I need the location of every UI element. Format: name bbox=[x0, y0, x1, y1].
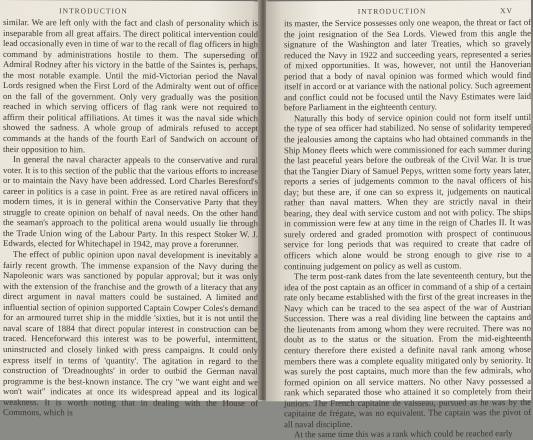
paragraph: The term post-rank dates from the late seventeenth century, but the idea of the post captain as an officer in command of a ship of a certain rate only became established with the first of the great increases in the Navy which can be traced to the sea aspect of the war of Austrian Succession. There was a real dividing line between the captains and the lieutenants from among whom they were recruited. There was no doubt as to the status or the situation. From the mid-eighteenth century therefore there existed a definite naval rank among whose members there was a complete equality mitigated only by seniority. It was surely the post captains, much more than the few admirals, who formed opinion on all service matters. No other Navy possessed a rank which separated those who attained it so completely from their juniors. The French capitaine de vaisseau, pursued as he was by the capitaine de frégate, was no equivalent. The captain was the pivot of all naval discipline. bbox=[284, 270, 531, 430]
right-running-head: INTRODUCTION bbox=[357, 6, 427, 16]
left-running-head: INTRODUCTION bbox=[59, 6, 128, 16]
paragraph: At the same time this was a rank which could be reached early bbox=[294, 428, 513, 440]
paragraph: In general the naval character appeals to the conservative and rural voter. It is to this section of the public that the various efforts to increase or to maintain the Navy have been addressed. Lord Charles Beresford's career in politics is a case in point. Free as are retired naval officers in modern times, it is in general within the Conservative Party that they struggle to create opinion on behalf of naval needs. On the other hand the seaman's approach to the political arena would usually lie through the Trade Union wing of the Labour Party. In this respect Stoker W. J. Edwards, elected for Whitechapel in 1942, may prove a forerunner. bbox=[3, 154, 258, 250]
left-page bbox=[0, 0, 262, 418]
right-page bbox=[266, 0, 531, 440]
paragraph: Naturally this body of service opinion could not form itself until the type of sea officer had stabilized. No sense of solidarity tempered the jealousies among the captains who had obtained commands in the Ship Money fleets which were commissioned for each summer during the last peaceful years before the outbreak of the Civil War. It is true that the Tangier Diary of Samuel Pepys, written some forty years later, reports a series of judgements common to the naval officers of his day; but these are, if one can so express it, judgements on nautical rather than naval matters. When they are strictly naval in their bearing, they deal with service custom and not with policy. The ships in commission were few at any time in the reign of Charles II. It was surely ordered and graded promotion with prospect of continuous service for long periods that was required to create that cadre of officers which alone would be strong enough to give rise to a continuing judgement on policy as well as custom. bbox=[284, 111, 531, 271]
paragraph: its master, the Service possesses only one weapon, the threat or fact of the joint resignation of the Sea Lords. Viewed from this angle the signature of the Washington and later Treaties, which so gravely reduced the Navy in 1922 and succeeding years, represented a series of mixed opportunities. It was, however, not until the Hanoverian period that a body of naval opinion was formed which would find itself in accord or at variance with the national policy. Such agreement and conflict could not be focused until the Navy Estimates were laid before Parliament in the eighteenth century. bbox=[284, 17, 531, 113]
right-page-number: XV bbox=[500, 6, 513, 16]
left-page-body bbox=[3, 17, 258, 419]
paragraph: similar. We are left only with the fact and clash of personality which is inseparable from all great affairs. The direct political intervention could lead occasionally even in time of war to the recall of flag officers in high command by administrations hostile to them. The superseding of Admiral Rodney after his victory in the battle of the Saintes is, perhaps, the most notable example. Until the mid-Victorian period the Naval Lords resigned when the First Lord of the Admiralty went out of office on the fall of the government. Only very gradually was the position reached in which serving officers of flag rank were not required to affirm their political affiliations. At times it was the naval side which showed the sadness. A whole group of admirals refused to accept commands at the hands of the fourth Earl of Sandwich on account of their opposition to him. bbox=[3, 17, 258, 154]
right-page-body bbox=[284, 17, 531, 440]
paragraph: The effect of public opinion upon naval development is inevitably a fairly recent growth. The immense expansion of the Navy during the Napoleonic wars was sanctioned by popular approval; but it was only with the extension of the franchise and the growth of a literacy that any direct argument in naval matters could be sustained. A limited and influential section of opinion supported Captain Cowper Coles's demand for an armoured turret ship in the middle 'sixties, but it is not until the naval scare of 1884 that direct popular interest in construction can be traced. Henceforward this interest was to be powerful, intermittent, uninstructed and closely linked with press campaigns. It could only express itself in terms of 'quantity'. The agitation in regard to the construction of 'Dreadnoughts' in order to outbid the German naval programme is the best-known instance. The cry "we want eight and we won't wait" indicates at once its widespread appeal and its logical weakness. It is worth noting that in dealing with the House of Commons, which is bbox=[3, 249, 258, 418]
